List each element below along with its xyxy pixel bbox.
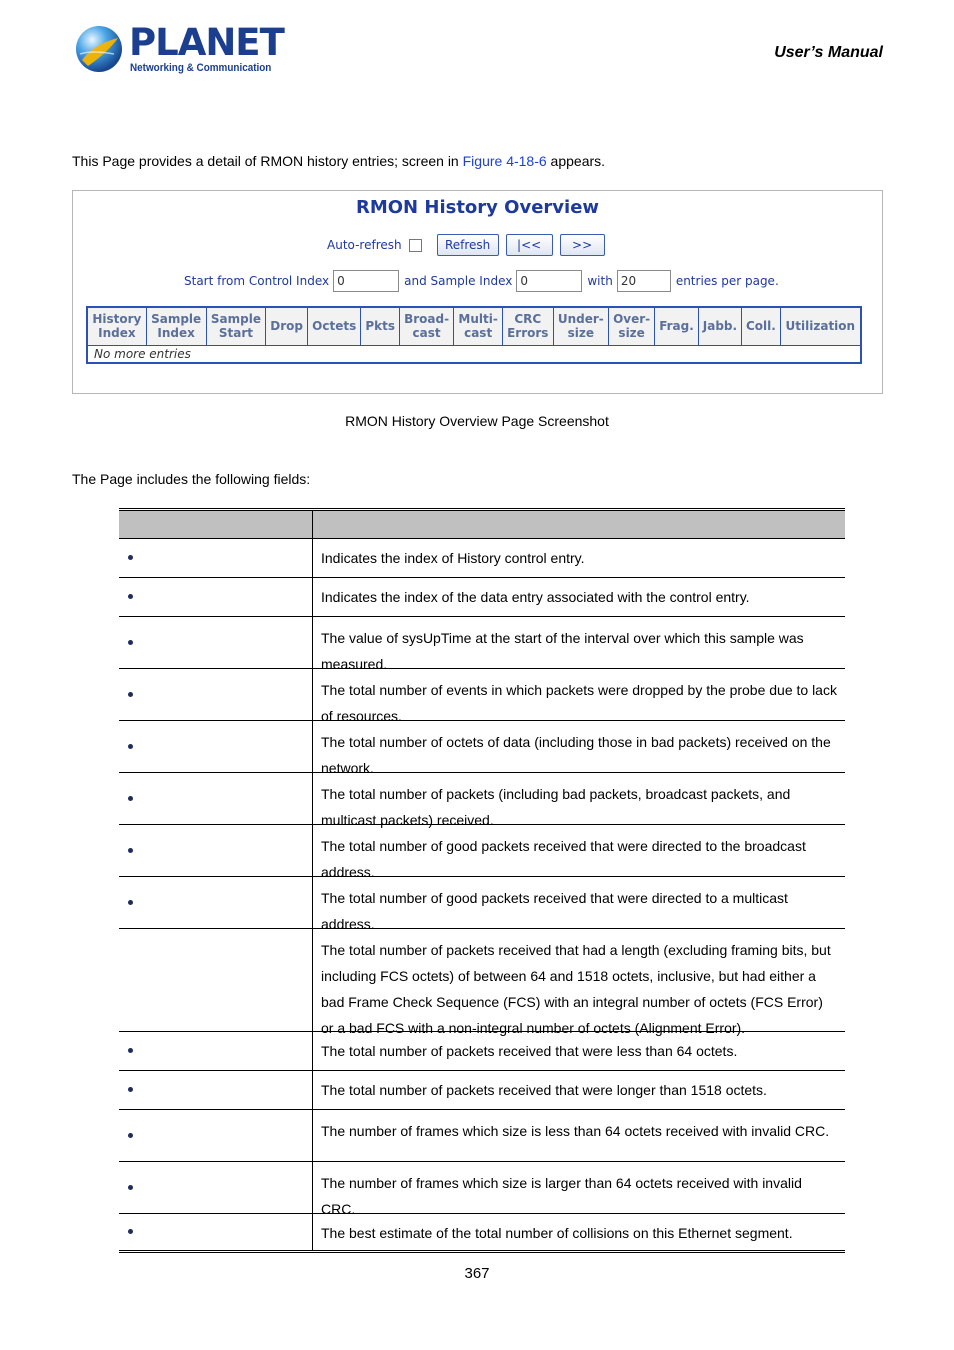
column-header [655,307,699,345]
column-header-text: History [92,312,142,327]
column-header-text: Octets [312,319,357,334]
description-cell: The total number of packets received that were longer than 1518 octets. [321,1082,767,1098]
column-header [553,307,608,345]
next-page-button[interactable]: >> [560,234,605,256]
fields-intro: The Page includes the following fields: [72,471,311,487]
column-header [742,307,781,345]
globe-icon [74,24,124,74]
column-header-text: Index [98,326,136,341]
table-row [119,1032,845,1071]
object-cell [119,721,313,772]
column-header [399,307,453,345]
column-header-text: Index [157,326,195,341]
column-header-text: Sample [210,312,261,327]
bullet-icon [128,1185,133,1190]
bullet-icon [128,1229,133,1234]
history-table [86,306,862,364]
column-header [87,307,146,345]
bullet-icon [128,555,133,560]
table-row [119,929,845,1036]
start-index-label: Start from Control Index [184,274,330,288]
table-row [119,669,845,724]
column-header-text: Pkts [365,319,395,334]
column-header-text: size [567,326,595,341]
figure-caption: RMON History Overview Page Screenshot [345,413,609,429]
column-header-text: Drop [270,319,303,334]
intro-text-end: appears. [546,153,606,169]
column-header [206,307,266,345]
table-row [119,1214,845,1253]
column-header [609,307,655,345]
sample-index-label: and Sample Index [404,274,513,288]
object-cell [119,1032,313,1070]
object-cell [119,877,313,928]
description-cell: The value of sysUpTime at the start of the interval over which this sample was measured. [321,630,804,672]
refresh-button[interactable]: Refresh [437,234,499,256]
rmon-history-screenshot [72,190,883,394]
description-cell: The total number of good packets received that were directed to the broadcast address. [321,838,806,880]
auto-refresh-label: Auto-refresh [327,238,402,252]
column-header [780,307,861,345]
sample-index-input[interactable]: 0 [516,270,582,292]
history-table-header [87,307,861,345]
manual-title: User’s Manual [774,44,883,61]
object-cell [119,773,313,824]
entries-per-page-label: entries per page. [675,274,779,288]
intro-text: This Page provides a detail of RMON history entries; screen in [72,153,463,169]
with-label: with [587,274,613,288]
column-header [502,307,553,345]
object-cell [119,1162,313,1213]
column-header-text: cast [464,326,493,341]
bullet-icon [128,640,133,645]
refresh-controls [327,233,612,257]
fields-table [119,508,845,1253]
column-header-text: cast [412,326,441,341]
column-header [698,307,741,345]
column-header-text: CRC [514,312,542,327]
object-cell [119,669,313,720]
object-cell [119,929,313,1031]
column-header [454,307,503,345]
header-object-cell [119,511,313,538]
table-row [119,721,845,776]
table-row [119,578,845,617]
figure-link[interactable]: Figure 4-18-6 [462,153,547,169]
fields-table-header [119,511,845,539]
table-row [119,877,845,932]
column-header [361,307,399,345]
object-cell [119,578,313,616]
auto-refresh-checkbox[interactable] [409,239,422,252]
bullet-icon [128,692,133,697]
bullet-icon [128,1048,133,1053]
column-header [266,307,308,345]
column-header-text: Coll. [745,319,776,334]
description-cell: Indicates the index of the data entry associated with the control entry. [321,589,750,605]
description-cell: The number of frames which size is larger than 64 octets received with invalid CRC. [321,1175,802,1217]
description-cell: The number of frames which size is less than 64 octets received with invalid CRC. [321,1123,830,1139]
bullet-icon [128,900,133,905]
bullet-icon [128,1133,133,1138]
table-row [119,825,845,880]
column-header-text: Frag. [659,319,694,334]
column-header-text: Multi- [458,312,498,327]
table-row [119,539,845,578]
bullet-icon [128,594,133,599]
entries-per-page-input[interactable]: 20 [617,270,671,292]
object-cell [119,1214,313,1250]
description-cell: The total number of packets received that had a length (excluding framing bits, but including FCS octets) of between 64 and 1518 octets, inclusive, but had either a bad Frame Check Sequence (FCS) with an integral number of octets (FCS Error) or a bad FCS with a non-integral number of octets (Alignment Error). [321,942,831,1036]
brand-tagline: Networking & Communication [130,62,272,74]
bullet-icon [128,796,133,801]
table-row [87,345,861,363]
column-header-text: Broad- [404,312,450,327]
object-cell [119,617,313,668]
description-cell: The total number of octets of data (including those in bad packets) received on the network. [321,734,831,776]
bullet-icon [128,848,133,853]
bullet-icon [128,1087,133,1092]
description-cell: The total number of packets (including bad packets, broadcast packets, and multicast packets) received. [321,786,791,828]
column-header-text: size [618,326,645,341]
column-header-text: Jabb. [702,319,738,334]
fields-table-body [119,539,845,1253]
control-index-input[interactable]: 0 [333,270,399,292]
column-header-text: Over- [613,312,651,327]
description-cell: Indicates the index of History control entry. [321,550,585,566]
page-number: 367 [464,1265,490,1282]
column-header-text: Start [218,326,253,341]
table-row [119,773,845,828]
screenshot-title: RMON History Overview [355,197,600,218]
column-header [146,307,206,345]
table-row [119,1110,845,1162]
table-row [119,1162,845,1217]
description-cell: The total number of packets received that were less than 64 octets. [321,1043,738,1059]
column-header [307,307,361,345]
table-row [119,1071,845,1110]
intro-paragraph [72,153,605,169]
empty-entries-cell: No more entries [94,346,191,361]
column-header-text: Under- [557,312,604,327]
object-cell [119,539,313,577]
object-cell [119,825,313,876]
description-cell: The total number of good packets received that were directed to a multicast address. [321,890,788,932]
planet-logo [72,21,284,78]
first-page-button[interactable]: |<< [506,234,553,256]
column-header-text: Sample [151,312,202,327]
description-cell: The best estimate of the total number of collisions on this Ethernet segment. [321,1225,793,1241]
description-cell: The total number of events in which packets were dropped by the probe due to lack of resources. [321,682,837,724]
object-cell [119,1071,313,1109]
table-row [119,617,845,672]
column-header-text: Errors [507,326,549,341]
brand-name: PLANET [129,21,284,64]
column-header-text: Utilization [785,319,856,334]
object-cell [119,1110,313,1161]
index-controls [184,270,779,292]
bullet-icon [128,744,133,749]
